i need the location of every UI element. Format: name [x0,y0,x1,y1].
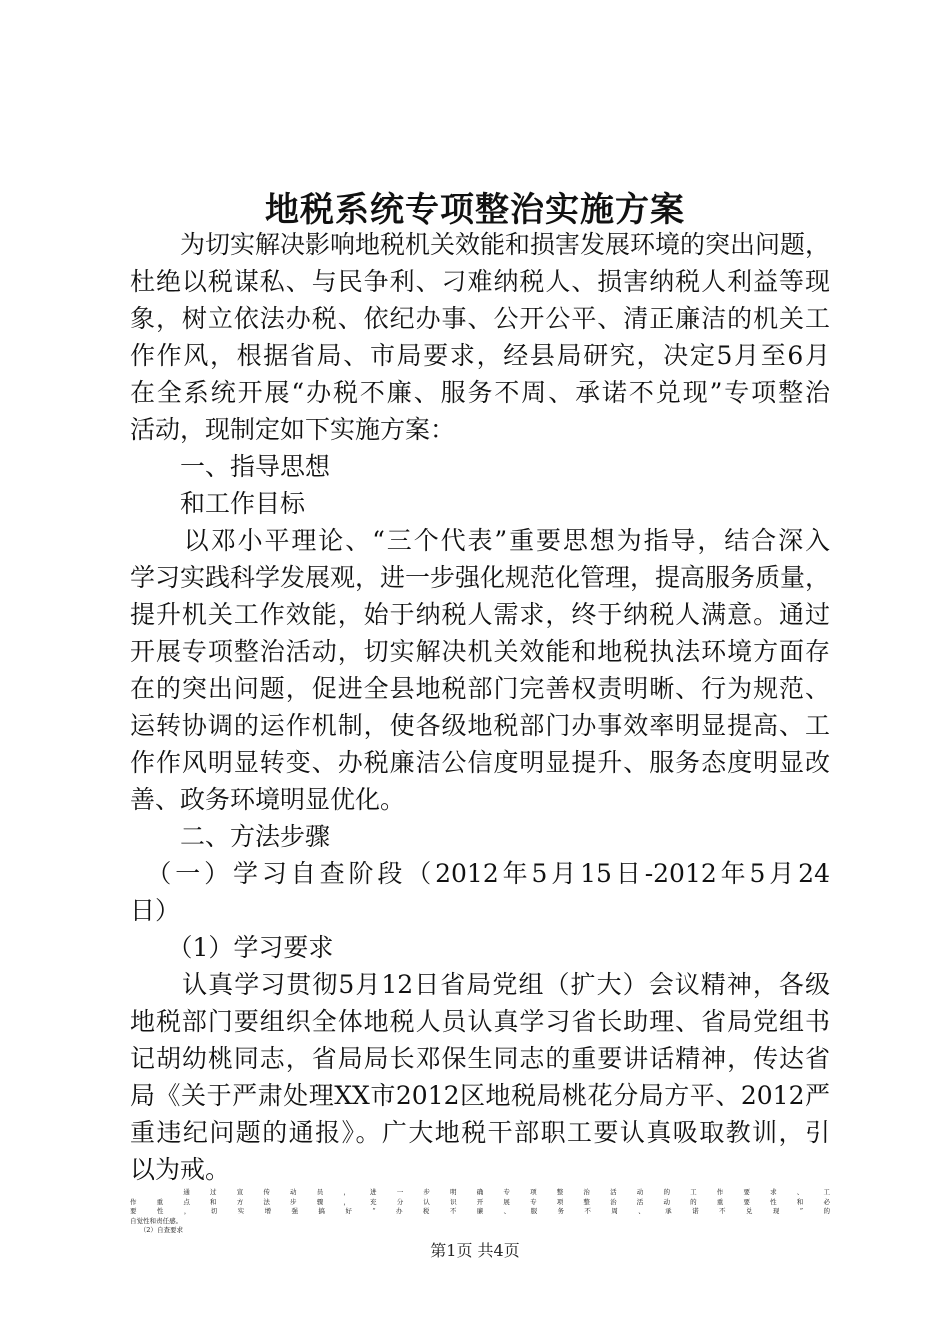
body-line: 认真学习贯彻5月12日省局党组（扩大）会议精神，各级 [130,970,830,999]
body-line: 为切实解决影响地税机关效能和损害发展环境的突出问题， [130,230,831,259]
body-line: 作作风明显转变、办税廉洁公信度明显提升、服务态度明显改 [130,748,830,777]
body-line: 象，树立依法办税、依纪办事、公开公平、清正廉洁的机关工 [130,304,830,333]
section-heading: 二、方法步骤 [130,822,331,851]
body-line: 作重点和方法步骤，充分认识开展专项整治活动的重要性和必 [130,1197,830,1206]
body-line: 杜绝以税谋私、与民争利、刁难纳税人、损害纳税人利益等现 [130,267,830,296]
body-line: 重违纪问题的通报》。广大地税干部职工要认真吸取教训，引 [130,1118,830,1147]
body-line: 运转协调的运作机制，使各级地税部门办事效率明显提高、工 [130,711,830,740]
item-heading: （1）学习要求 [130,933,334,962]
item-heading: （2）自查要求 [130,1226,184,1235]
body-line: 活动，现制定如下实施方案： [130,415,456,444]
body-line: 提升机关工作效能，始于纳税人需求，终于纳税人满意。通过 [130,600,830,629]
body-line: 在的突出问题，促进全县地税部门完善权责明晰、行为规范、 [130,674,830,703]
body-line: 开展专项整治活动，切实解决机关效能和地税执法环境方面存 [130,637,830,666]
body-line: 以邓小平理论、“三个代表”重要思想为指导，结合深入 [130,526,830,555]
section-heading: 一、指导思想 [130,452,331,481]
body-line: 善、政务环境明显优化。 [130,785,406,814]
page-footer: 第1页 共4页 [430,1241,520,1260]
body-line: 在全系统开展“办税不廉、服务不周、承诺不兑现”专项整治 [130,378,830,407]
document-title: 地税系统专项整治实施方案 [265,190,685,230]
body-line: 要性，切实增强搞好“办税不廉、服务不周、承诺不兑现”的 [130,1207,830,1216]
section-heading: 和工作目标 [130,489,306,518]
body-line: 记胡幼桃同志，省局局长邓保生同志的重要讲话精神，传达省 [130,1044,830,1073]
body-line: 作作风，根据省局、市局要求，经县局研究，决定5月至6月 [130,341,830,370]
body-line: 自觉性和责任感。 [130,1216,183,1225]
subsection-heading: 日） [130,896,181,925]
body-line: 地税部门要组织全体地税人员认真学习省长助理、省局党组书 [130,1007,830,1036]
body-line: 通过宣传动员，进一步明确专项整治活动的工作要求、工 [130,1188,830,1196]
body-line: 学习实践科学发展观，进一步强化规范化管理，提高服务质量， [130,563,831,592]
body-line: 以为戒。 [130,1155,231,1184]
body-line: 局《关于严肃处理XX市2012区地税局桃花分局方平、2012严 [130,1081,830,1110]
subsection-heading: （一）学习自查阶段（2012年5月15日-2012年5月24 [130,859,830,888]
